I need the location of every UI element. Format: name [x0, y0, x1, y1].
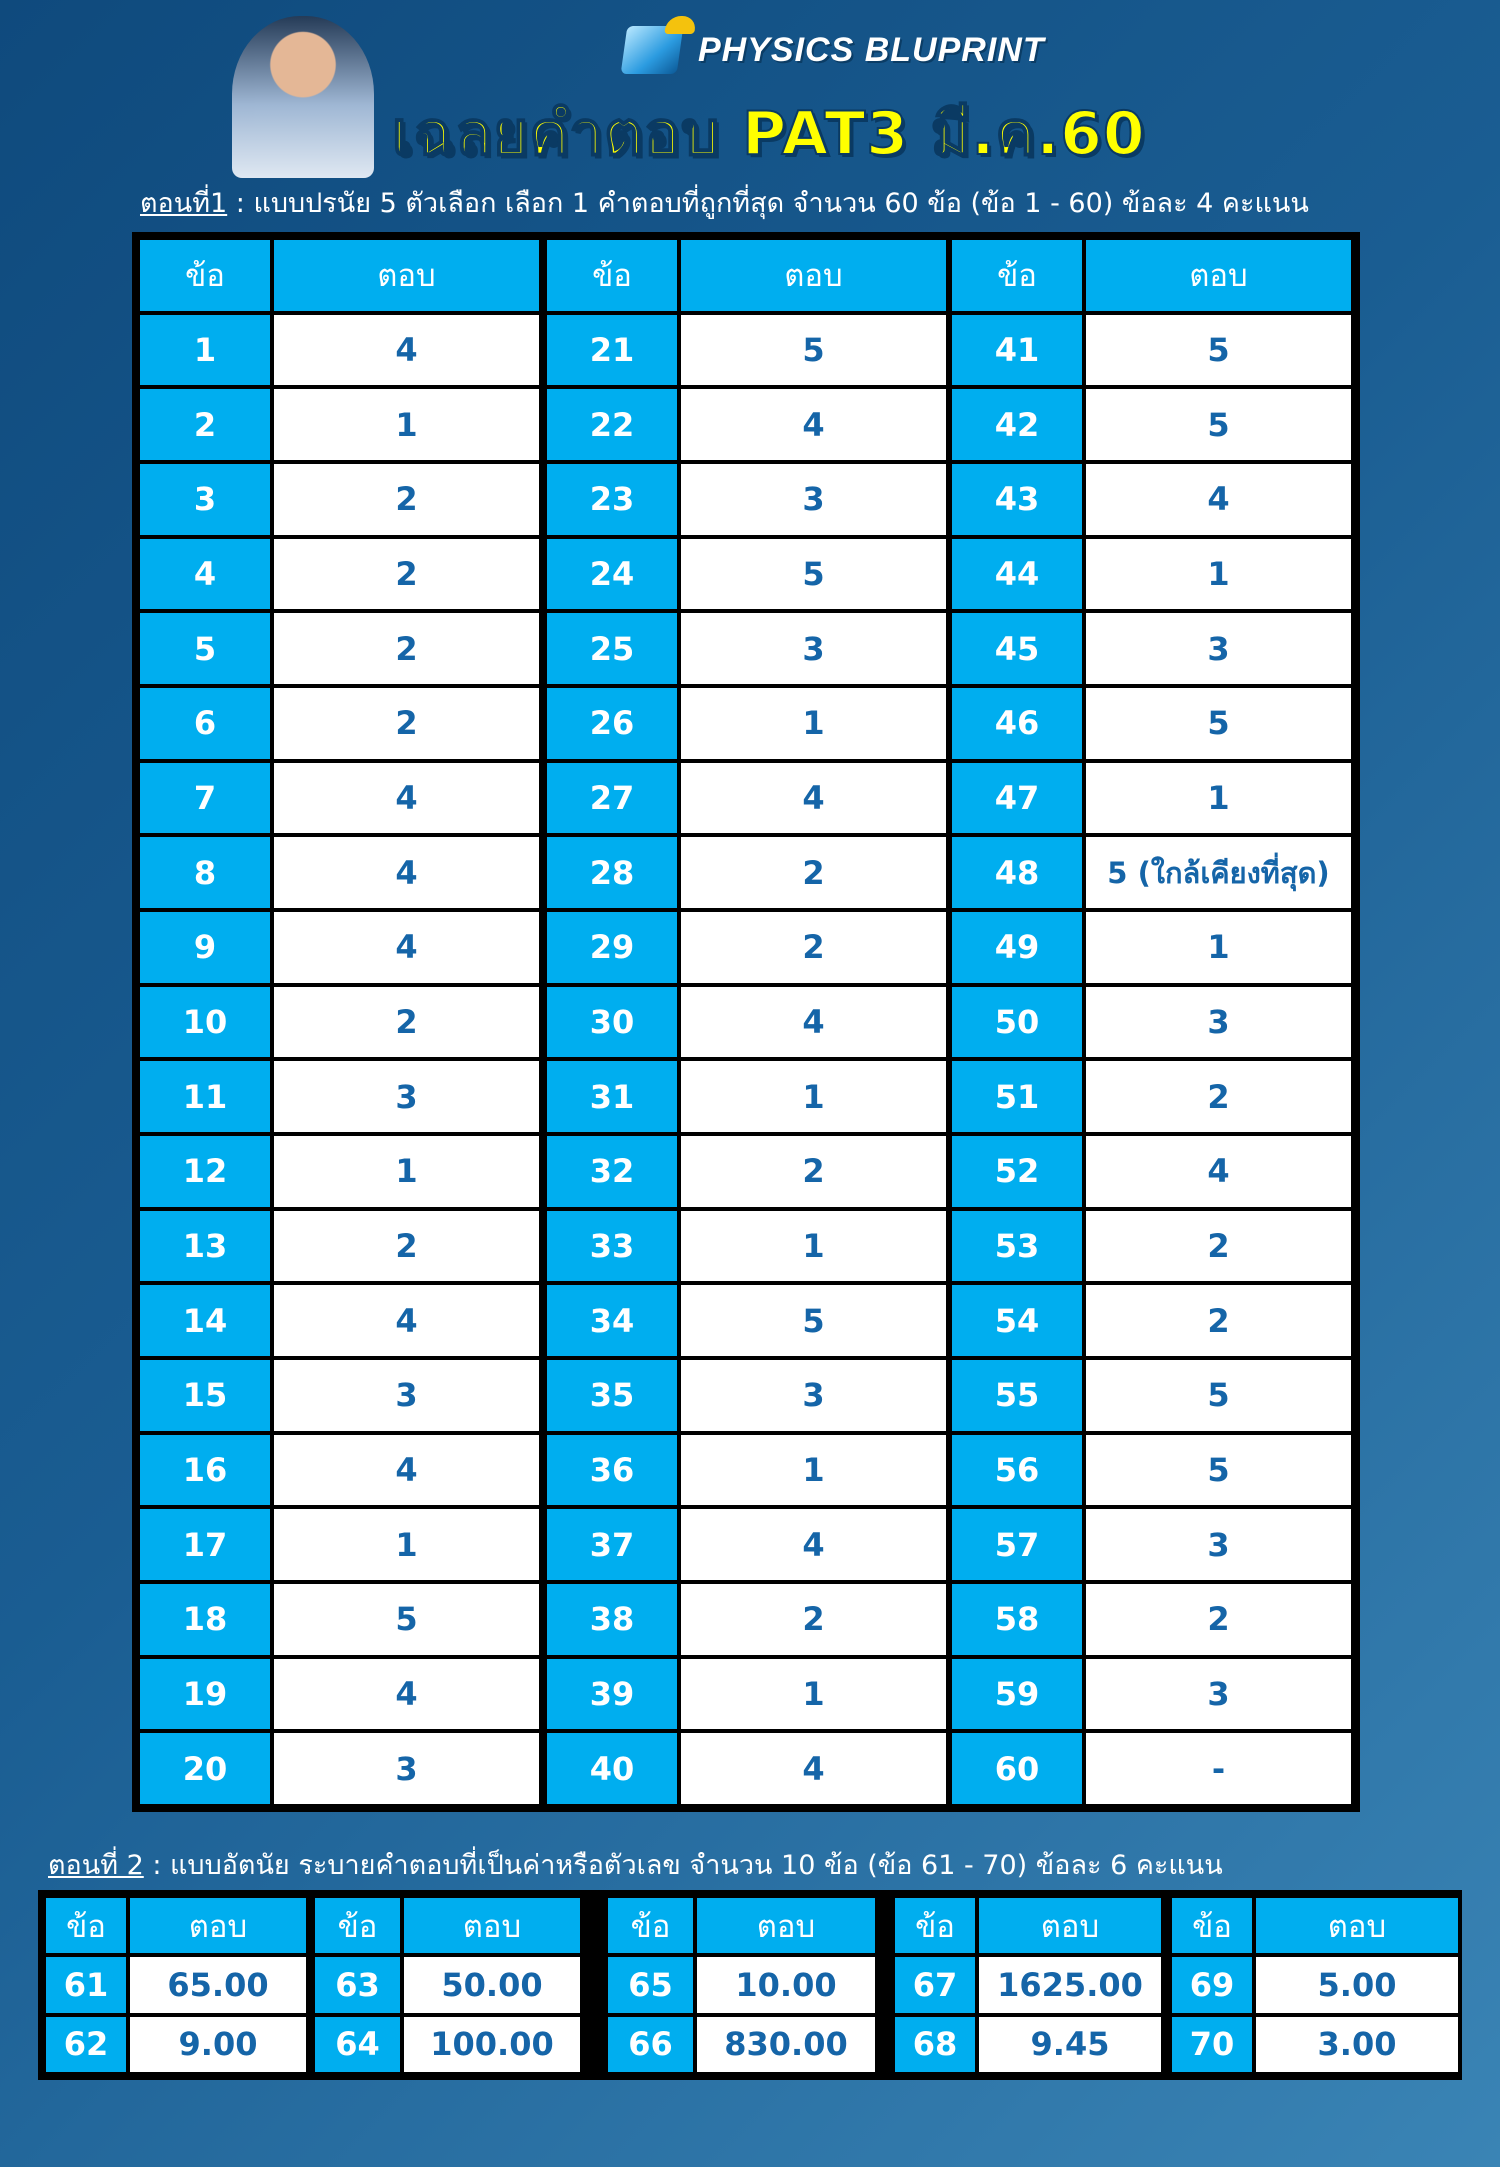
answer-column-group — [140, 240, 539, 1804]
question-number: 22 — [547, 389, 677, 460]
section1-label: ตอนที่1 — [140, 188, 228, 219]
column-header-number: ข้อ — [952, 240, 1082, 311]
question-number: 9 — [140, 912, 270, 983]
question-number: 4 — [140, 539, 270, 610]
question-number: 5 — [140, 613, 270, 684]
answer-value: 50.00 — [404, 1957, 580, 2012]
question-number: 40 — [547, 1733, 677, 1804]
question-number: 11 — [140, 1061, 270, 1132]
answer-column-group — [895, 1898, 1161, 2072]
question-number: 31 — [547, 1061, 677, 1132]
column-header-answer: ตอบ — [1256, 1898, 1458, 1953]
question-number: 55 — [952, 1360, 1082, 1431]
answer-column-group — [547, 240, 946, 1804]
question-number: 48 — [952, 837, 1082, 908]
answer-value: 4 — [274, 837, 539, 908]
answer-column-group — [608, 1898, 875, 2072]
question-number: 23 — [547, 464, 677, 535]
section2-label: ตอนที่ 2 — [48, 1850, 144, 1881]
answer-value: 5 — [1086, 389, 1351, 460]
answer-value: 3 — [274, 1733, 539, 1804]
answer-value: 4 — [274, 763, 539, 834]
question-number: 49 — [952, 912, 1082, 983]
answer-value: 3 — [681, 1360, 946, 1431]
answer-value: 1 — [274, 389, 539, 460]
question-number: 28 — [547, 837, 677, 908]
column-header-number: ข้อ — [1172, 1898, 1252, 1953]
answer-value: 5 — [1086, 688, 1351, 759]
section1-answer-table — [132, 232, 1360, 1812]
answer-value: 1 — [681, 1659, 946, 1730]
question-number: 43 — [952, 464, 1082, 535]
question-number: 18 — [140, 1584, 270, 1655]
answer-value: 4 — [681, 1509, 946, 1580]
answer-value: 1 — [274, 1509, 539, 1580]
answer-value: 1 — [681, 688, 946, 759]
section2-description: : แบบอัตนัย ระบายคำตอบที่เป็นค่าหรือตัวเลข จำนวน 10 ข้อ (ข้อ 61 - 70) ข้อละ 6 คะแนน — [143, 1850, 1223, 1881]
answer-value: 3 — [681, 464, 946, 535]
question-number: 62 — [46, 2017, 126, 2072]
question-number: 37 — [547, 1509, 677, 1580]
question-number: 6 — [140, 688, 270, 759]
answer-value: 1 — [681, 1061, 946, 1132]
question-number: 2 — [140, 389, 270, 460]
answer-value: 830.00 — [697, 2017, 875, 2072]
question-number: 41 — [952, 315, 1082, 386]
question-number: 44 — [952, 539, 1082, 610]
column-header-answer: ตอบ — [130, 1898, 306, 1953]
column-header-answer: ตอบ — [681, 240, 946, 311]
answer-value: 65.00 — [130, 1957, 306, 2012]
answer-value: 2 — [681, 912, 946, 983]
question-number: 65 — [608, 1957, 693, 2012]
question-number: 52 — [952, 1136, 1082, 1207]
question-number: 42 — [952, 389, 1082, 460]
column-header-answer: ตอบ — [404, 1898, 580, 1953]
question-number: 39 — [547, 1659, 677, 1730]
answer-value: 3 — [1086, 613, 1351, 684]
answer-value: 9.45 — [979, 2017, 1161, 2072]
answer-value: 4 — [1086, 1136, 1351, 1207]
answer-value: 4 — [681, 389, 946, 460]
question-number: 36 — [547, 1435, 677, 1506]
question-number: 13 — [140, 1211, 270, 1282]
question-number: 60 — [952, 1733, 1082, 1804]
column-header-number: ข้อ — [315, 1898, 400, 1953]
answer-value: 4 — [274, 1435, 539, 1506]
answer-value: 3.00 — [1256, 2017, 1458, 2072]
column-header-answer: ตอบ — [274, 240, 539, 311]
column-header-number: ข้อ — [608, 1898, 693, 1953]
question-number: 35 — [547, 1360, 677, 1431]
question-number: 45 — [952, 613, 1082, 684]
column-header-number: ข้อ — [46, 1898, 126, 1953]
question-number: 59 — [952, 1659, 1082, 1730]
question-number: 66 — [608, 2017, 693, 2072]
question-number: 29 — [547, 912, 677, 983]
question-number: 58 — [952, 1584, 1082, 1655]
question-number: 8 — [140, 837, 270, 908]
answer-value: 5 — [1086, 1360, 1351, 1431]
column-header-answer: ตอบ — [697, 1898, 875, 1953]
question-number: 51 — [952, 1061, 1082, 1132]
answer-value: 10.00 — [697, 1957, 875, 2012]
question-number: 16 — [140, 1435, 270, 1506]
question-number: 53 — [952, 1211, 1082, 1282]
question-number: 12 — [140, 1136, 270, 1207]
column-header-answer: ตอบ — [979, 1898, 1161, 1953]
answer-value: 3 — [681, 613, 946, 684]
answer-value: 1 — [681, 1435, 946, 1506]
answer-value: 2 — [1086, 1285, 1351, 1356]
header — [0, 0, 1500, 180]
page-title: เฉลยคำตอบ PAT3 มี.ค.60 — [392, 99, 1146, 169]
answer-value: 5 — [274, 1584, 539, 1655]
column-header-number: ข้อ — [140, 240, 270, 311]
answer-value: 5 — [1086, 1435, 1351, 1506]
answer-value: 2 — [274, 1211, 539, 1282]
answer-value: 1 — [1086, 763, 1351, 834]
answer-column-group — [952, 240, 1351, 1804]
question-number: 34 — [547, 1285, 677, 1356]
answer-value: 5.00 — [1256, 1957, 1458, 2012]
question-number: 27 — [547, 763, 677, 834]
answer-value: 4 — [274, 912, 539, 983]
answer-value: 1 — [1086, 912, 1351, 983]
answer-value: 1 — [1086, 539, 1351, 610]
question-number: 68 — [895, 2017, 975, 2072]
answer-value: - — [1086, 1733, 1351, 1804]
answer-value: 2 — [274, 987, 539, 1058]
answer-value: 4 — [681, 987, 946, 1058]
answer-value: 5 — [1086, 315, 1351, 386]
question-number: 63 — [315, 1957, 400, 2012]
answer-value: 2 — [681, 1136, 946, 1207]
answer-value: 2 — [1086, 1061, 1351, 1132]
question-number: 10 — [140, 987, 270, 1058]
answer-value: 2 — [1086, 1584, 1351, 1655]
question-number: 30 — [547, 987, 677, 1058]
answer-value: 100.00 — [404, 2017, 580, 2072]
section1-heading — [140, 181, 1309, 224]
answer-value: 2 — [274, 464, 539, 535]
answer-value: 3 — [1086, 987, 1351, 1058]
question-number: 61 — [46, 1957, 126, 2012]
brand-logo — [624, 26, 1045, 74]
answer-value: 4 — [1086, 464, 1351, 535]
answer-value: 1625.00 — [979, 1957, 1161, 2012]
question-number: 32 — [547, 1136, 677, 1207]
question-number: 50 — [952, 987, 1082, 1058]
answer-column-group — [315, 1898, 580, 2072]
answer-value: 4 — [274, 1285, 539, 1356]
question-number: 46 — [952, 688, 1082, 759]
question-number: 57 — [952, 1509, 1082, 1580]
question-number: 19 — [140, 1659, 270, 1730]
answer-value: 2 — [681, 1584, 946, 1655]
answer-value: 4 — [274, 1659, 539, 1730]
question-number: 56 — [952, 1435, 1082, 1506]
question-number: 24 — [547, 539, 677, 610]
answer-value: 1 — [681, 1211, 946, 1282]
answer-value: 2 — [1086, 1211, 1351, 1282]
column-header-number: ข้อ — [547, 240, 677, 311]
column-header-answer: ตอบ — [1086, 240, 1351, 311]
answer-value: 4 — [681, 1733, 946, 1804]
question-number: 47 — [952, 763, 1082, 834]
answer-value: 4 — [274, 315, 539, 386]
logo-icon — [621, 26, 684, 74]
section1-description: : แบบปรนัย 5 ตัวเลือก เลือก 1 คำตอบที่ถูกที่สุด จำนวน 60 ข้อ (ข้อ 1 - 60) ข้อละ 4 คะแนน — [227, 188, 1309, 219]
logo-text: PHYSICS BLUPRINT — [698, 30, 1045, 69]
question-number: 69 — [1172, 1957, 1252, 2012]
question-number: 64 — [315, 2017, 400, 2072]
presenter-photo — [232, 16, 374, 178]
question-number: 70 — [1172, 2017, 1252, 2072]
question-number: 38 — [547, 1584, 677, 1655]
column-header-number: ข้อ — [895, 1898, 975, 1953]
question-number: 14 — [140, 1285, 270, 1356]
answer-value: 4 — [681, 763, 946, 834]
answer-value: 5 — [681, 539, 946, 610]
answer-value: 2 — [681, 837, 946, 908]
section2-heading — [48, 1843, 1223, 1886]
answer-value: 2 — [274, 688, 539, 759]
question-number: 7 — [140, 763, 270, 834]
answer-value: 2 — [274, 539, 539, 610]
question-number: 26 — [547, 688, 677, 759]
question-number: 67 — [895, 1957, 975, 2012]
question-number: 15 — [140, 1360, 270, 1431]
answer-value: 5 — [681, 1285, 946, 1356]
answer-value: 9.00 — [130, 2017, 306, 2072]
question-number: 1 — [140, 315, 270, 386]
answer-value: 2 — [274, 613, 539, 684]
answer-value: 5 (ใกล้เคียงที่สุด) — [1086, 837, 1351, 908]
answer-column-group — [46, 1898, 306, 2072]
question-number: 17 — [140, 1509, 270, 1580]
answer-value: 3 — [274, 1360, 539, 1431]
answer-value: 3 — [1086, 1659, 1351, 1730]
section2-answer-table — [38, 1890, 1462, 2080]
question-number: 21 — [547, 315, 677, 386]
question-number: 33 — [547, 1211, 677, 1282]
question-number: 25 — [547, 613, 677, 684]
answer-value: 3 — [274, 1061, 539, 1132]
answer-value: 5 — [681, 315, 946, 386]
question-number: 20 — [140, 1733, 270, 1804]
answer-value: 1 — [274, 1136, 539, 1207]
question-number: 54 — [952, 1285, 1082, 1356]
answer-column-group — [1172, 1898, 1458, 2072]
question-number: 3 — [140, 464, 270, 535]
answer-value: 3 — [1086, 1509, 1351, 1580]
